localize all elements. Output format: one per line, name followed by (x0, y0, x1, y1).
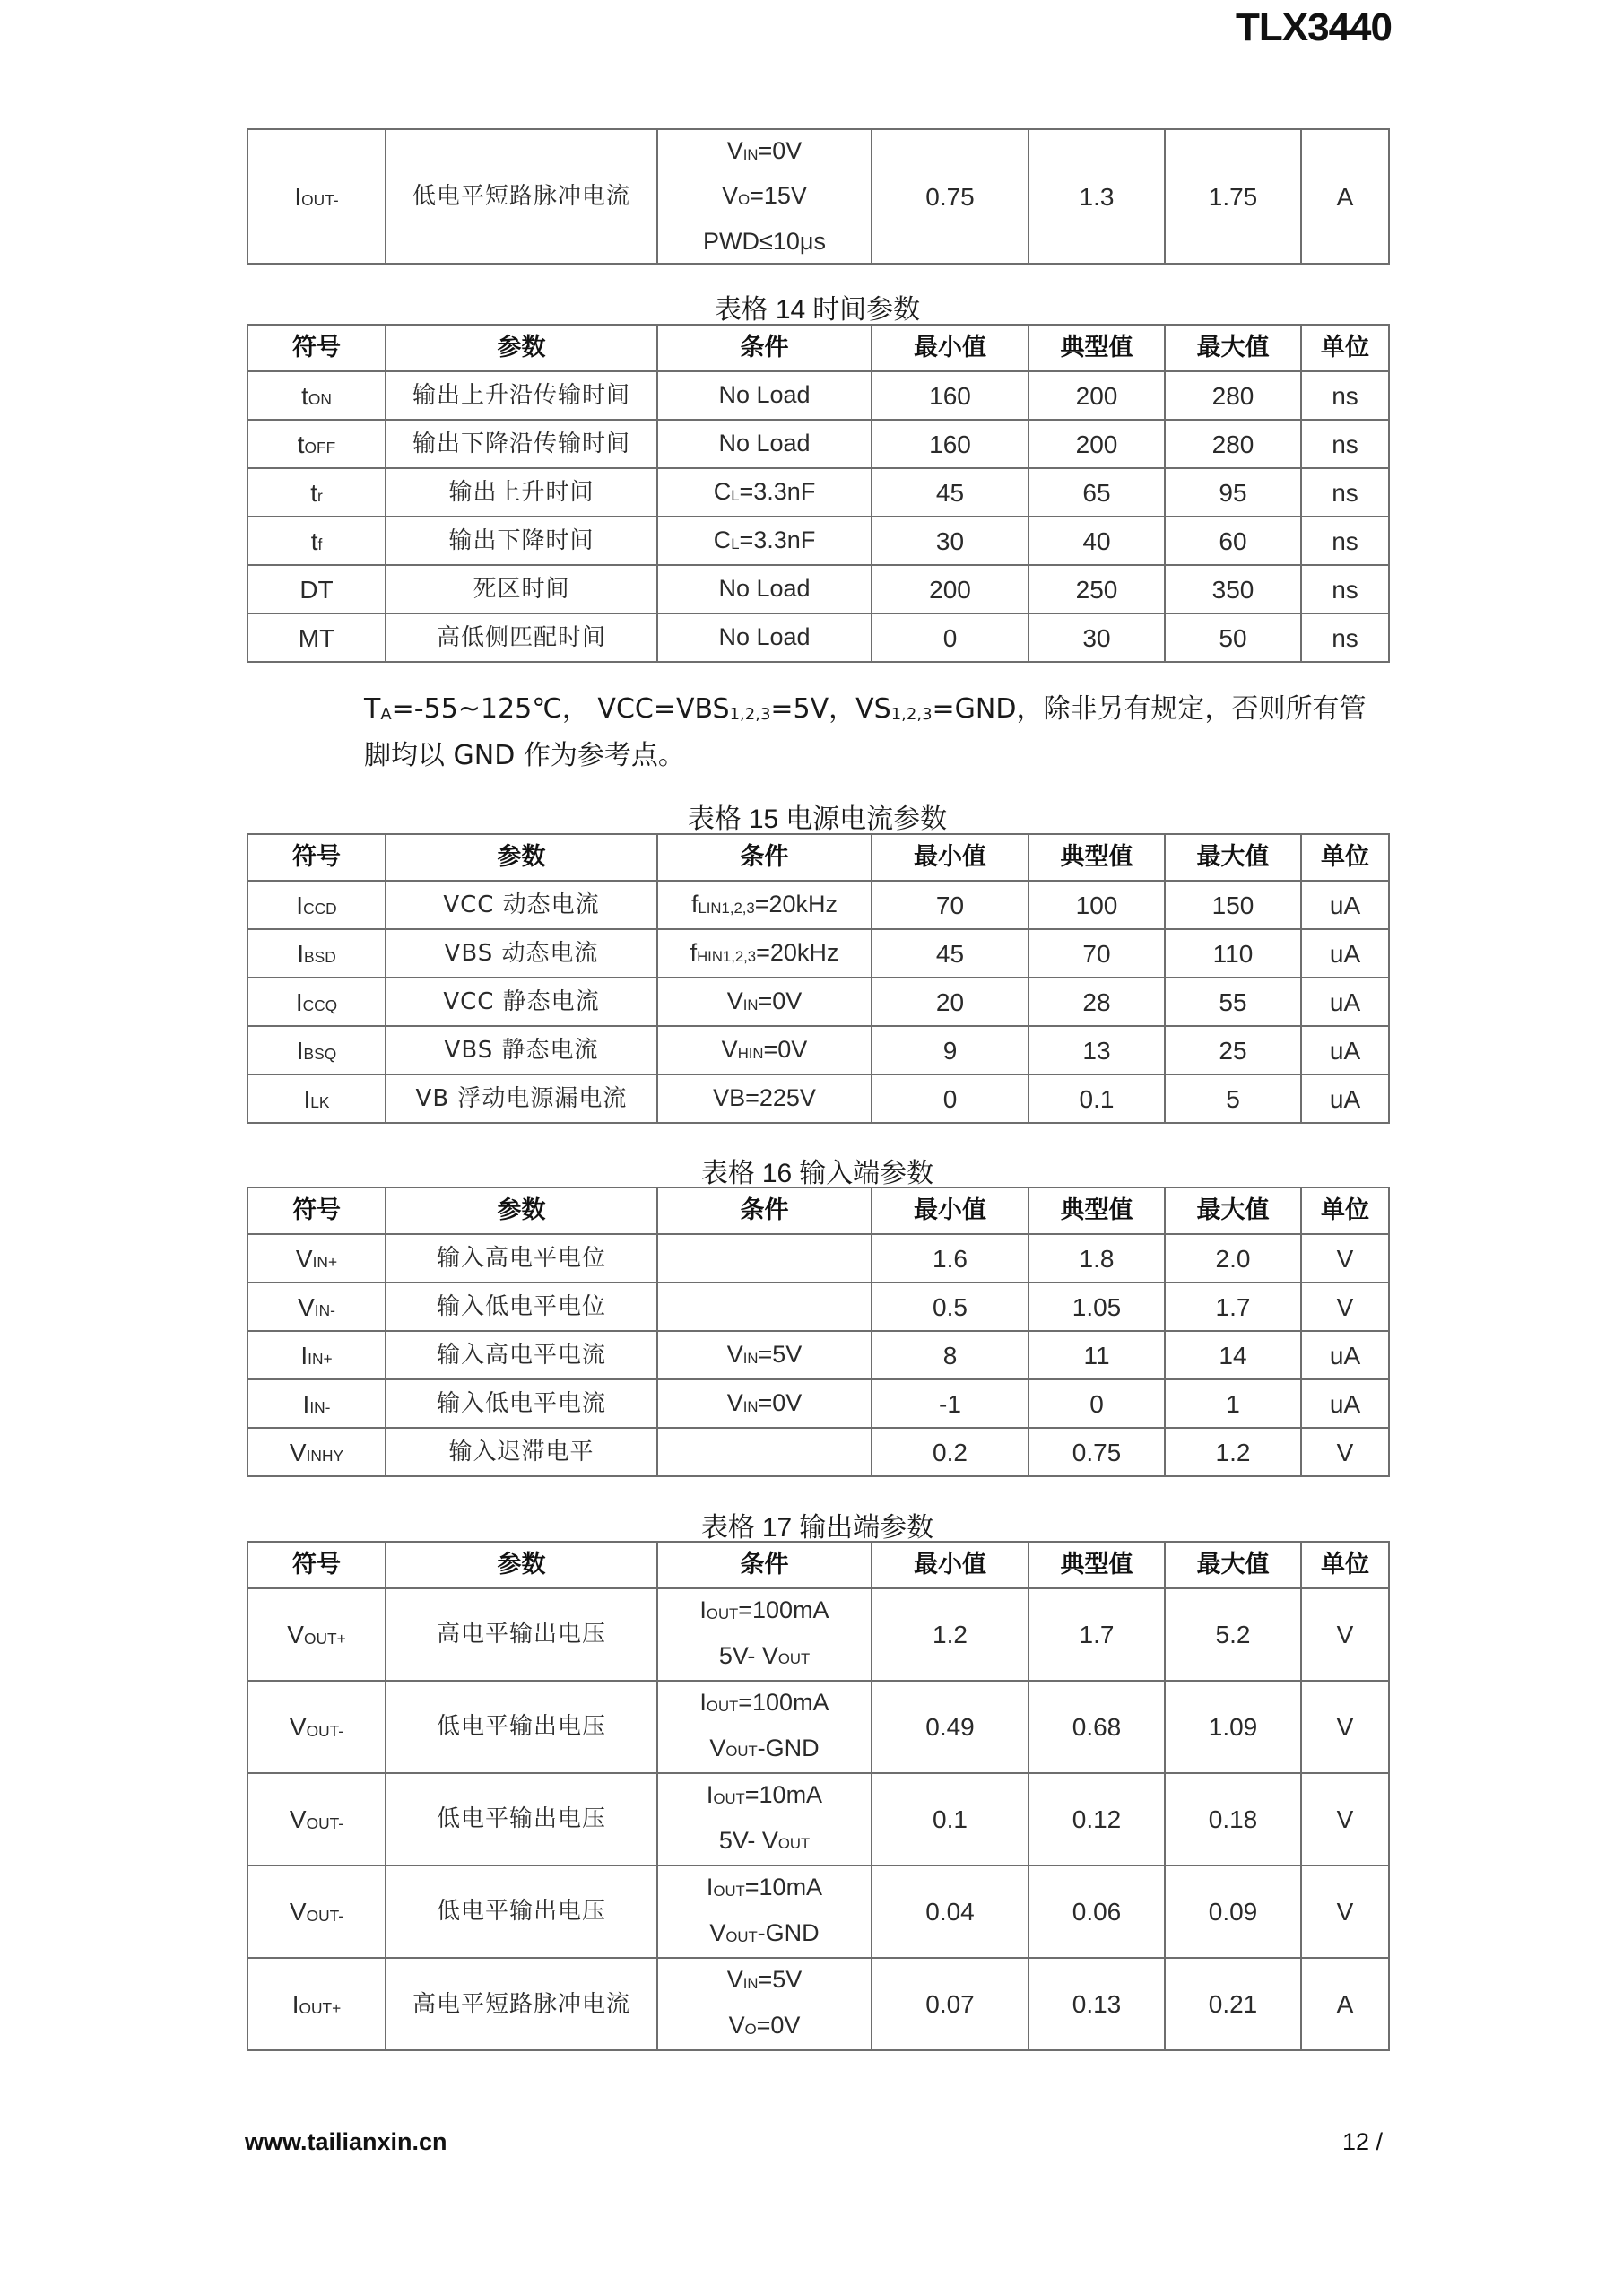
symbol-cell: $t_{OFF}$ (247, 420, 386, 468)
symbol-cell: $V_{IN+}$ (247, 1234, 386, 1283)
table-row (247, 517, 1389, 565)
column-header: 条件 (657, 1187, 872, 1234)
condition-cell: No Load (657, 565, 872, 613)
condition-cell: $C_L=3.3nF$ (657, 468, 872, 517)
condition-cell: $V_{IN}=0V$ (657, 978, 872, 1026)
symbol-cell: $I_{OUT+}$ (247, 1958, 386, 2050)
caption-prefix: 表格 (714, 294, 768, 326)
caption-title: 输入端参数 (799, 1158, 934, 1189)
parameter-cell: 低电平输出电压 (386, 1773, 657, 1866)
min-value-cell: 45 (872, 929, 1028, 978)
symbol-cell: $V_{OUT+}$ (247, 1588, 386, 1681)
unit-cell: uA (1301, 1379, 1389, 1428)
typical-value-cell: 11 (1028, 1331, 1165, 1379)
column-header: 最大值 (1165, 1187, 1301, 1234)
max-value-cell: 60 (1165, 517, 1301, 565)
table-row (247, 371, 1389, 420)
max-value-cell: 5 (1165, 1074, 1301, 1123)
caption-number: 14 (775, 295, 806, 325)
unit-cell: ns (1301, 565, 1389, 613)
max-value-cell: 0.09 (1165, 1866, 1301, 1958)
unit-cell: V (1301, 1866, 1389, 1958)
typical-value-cell: 0.06 (1028, 1866, 1165, 1958)
document-title: TLX3440 (1236, 5, 1392, 49)
column-header: 符号 (247, 834, 386, 881)
min-value-cell: 0.5 (872, 1283, 1028, 1331)
table-row (247, 1428, 1389, 1476)
column-header: 最大值 (1165, 834, 1301, 881)
condition-cell: No Load (657, 420, 872, 468)
typical-value-cell: 13 (1028, 1026, 1165, 1074)
parameter-cell: 输出下降时间 (386, 517, 657, 565)
symbol-cell: $V_{OUT-}$ (247, 1681, 386, 1773)
footer-website-link[interactable]: www.tailianxin.cn (245, 2128, 447, 2155)
page-number: 12 / (1342, 2128, 1384, 2155)
column-header: 条件 (657, 325, 872, 371)
min-value-cell: 0.2 (872, 1428, 1028, 1476)
min-value-cell: 0.07 (872, 1958, 1028, 2050)
min-value-cell: 0 (872, 1074, 1028, 1123)
symbol-cell: MT (247, 613, 386, 662)
parameter-cell: 输出上升沿传输时间 (386, 371, 657, 420)
unit-cell: uA (1301, 881, 1389, 929)
min-value-cell: 8 (872, 1331, 1028, 1379)
condition-cell: $V_{IN}=0V$ (657, 1379, 872, 1428)
condition-cell: $I_{OUT}=100mA$ $V_{OUT}$-GND (657, 1681, 872, 1773)
parameter-cell: VBS 静态电流 (386, 1026, 657, 1074)
max-value-cell: 110 (1165, 929, 1301, 978)
typical-value-cell: 0 (1028, 1379, 1165, 1428)
typical-value-cell: 250 (1028, 565, 1165, 613)
unit-cell: ns (1301, 371, 1389, 420)
parameter-cell: 低电平输出电压 (386, 1681, 657, 1773)
min-value-cell: 0.04 (872, 1866, 1028, 1958)
min-value-cell: 0.75 (872, 129, 1028, 264)
output-parameters-table (247, 1541, 1390, 2051)
min-value-cell: -1 (872, 1379, 1028, 1428)
table-row (247, 1379, 1389, 1428)
table-row (247, 1866, 1389, 1958)
max-value-cell: 350 (1165, 565, 1301, 613)
max-value-cell: 55 (1165, 978, 1301, 1026)
condition-cell: $V_{IN}=5V$ $V_O=0V$ (657, 1958, 872, 2050)
typical-value-cell: 1.05 (1028, 1283, 1165, 1331)
column-header: 符号 (247, 325, 386, 371)
max-value-cell: 0.18 (1165, 1773, 1301, 1866)
unit-cell: A (1301, 129, 1389, 264)
min-value-cell: 9 (872, 1026, 1028, 1074)
condition-cell: $I_{OUT}=10mA$ 5V- $V_{OUT}$ (657, 1773, 872, 1866)
symbol-cell: DT (247, 565, 386, 613)
supply-current-table (247, 833, 1390, 1124)
typical-value-cell: 0.1 (1028, 1074, 1165, 1123)
column-header: 符号 (247, 1187, 386, 1234)
parameter-cell: 高电平短路脉冲电流 (386, 1958, 657, 2050)
max-value-cell: 25 (1165, 1026, 1301, 1074)
parameter-cell: 输出上升时间 (386, 468, 657, 517)
caption-prefix: 表格 (700, 1512, 755, 1544)
table-row (247, 613, 1389, 662)
symbol-cell: $V_{OUT-}$ (247, 1866, 386, 1958)
condition-cell (657, 1234, 872, 1283)
min-value-cell: 160 (872, 420, 1028, 468)
min-value-cell: 0.1 (872, 1773, 1028, 1866)
table-row (247, 1074, 1389, 1123)
table15-caption (247, 796, 1388, 836)
caption-title: 输出端参数 (799, 1512, 934, 1544)
column-header: 典型值 (1028, 1542, 1165, 1588)
column-header: 典型值 (1028, 834, 1165, 881)
condition-cell: $f_{HIN1,2,3}=20kHz$ (657, 929, 872, 978)
table-row (247, 1234, 1389, 1283)
column-header: 条件 (657, 834, 872, 881)
max-value-cell: 1 (1165, 1379, 1301, 1428)
symbol-cell: $I_{CCQ}$ (247, 978, 386, 1026)
parameter-cell: VCC 静态电流 (386, 978, 657, 1026)
condition-cell: No Load (657, 371, 872, 420)
column-header: 单位 (1301, 1187, 1389, 1234)
parameter-cell: 高电平输出电压 (386, 1588, 657, 1681)
column-header: 最大值 (1165, 325, 1301, 371)
max-value-cell: 280 (1165, 420, 1301, 468)
condition-cell: $f_{LIN1,2,3}=20kHz$ (657, 881, 872, 929)
column-header: 单位 (1301, 325, 1389, 371)
symbol-cell: $V_{INHY}$ (247, 1428, 386, 1476)
column-header: 最小值 (872, 834, 1028, 881)
table16-caption (247, 1151, 1388, 1190)
table-row (247, 129, 1389, 264)
table-row (247, 1958, 1389, 2050)
table-row (247, 1331, 1389, 1379)
symbol-cell: $V_{OUT-}$ (247, 1773, 386, 1866)
max-value-cell: 1.75 (1165, 129, 1301, 264)
parameter-cell: 输入高电平电流 (386, 1331, 657, 1379)
min-value-cell: 70 (872, 881, 1028, 929)
max-value-cell: 1.7 (1165, 1283, 1301, 1331)
min-value-cell: 30 (872, 517, 1028, 565)
condition-cell: VB=225V (657, 1074, 872, 1123)
column-header: 最小值 (872, 1187, 1028, 1234)
input-parameters-table (247, 1187, 1390, 1477)
table-row (247, 1283, 1389, 1331)
typical-value-cell: 40 (1028, 517, 1165, 565)
min-value-cell: 20 (872, 978, 1028, 1026)
symbol-cell: $I_{OUT-}$ (247, 129, 386, 264)
typical-value-cell: 1.8 (1028, 1234, 1165, 1283)
min-value-cell: 1.6 (872, 1234, 1028, 1283)
condition-cell: $C_L=3.3nF$ (657, 517, 872, 565)
max-value-cell: 14 (1165, 1331, 1301, 1379)
max-value-cell: 95 (1165, 468, 1301, 517)
caption-number: 17 (761, 1513, 793, 1543)
symbol-cell: $I_{LK}$ (247, 1074, 386, 1123)
typical-value-cell: 0.13 (1028, 1958, 1165, 2050)
column-header: 单位 (1301, 834, 1389, 881)
max-value-cell: 50 (1165, 613, 1301, 662)
typical-value-cell: 70 (1028, 929, 1165, 978)
parameter-cell: VBS 动态电流 (386, 929, 657, 978)
parameter-cell: 死区时间 (386, 565, 657, 613)
max-value-cell: 280 (1165, 371, 1301, 420)
min-value-cell: 0 (872, 613, 1028, 662)
min-value-cell: 0.49 (872, 1681, 1028, 1773)
parameter-cell: 输出下降沿传输时间 (386, 420, 657, 468)
parameter-cell: 输入迟滞电平 (386, 1428, 657, 1476)
column-header: 典型值 (1028, 1187, 1165, 1234)
continued-spec-table (247, 128, 1390, 265)
column-header: 条件 (657, 1542, 872, 1588)
table-row (247, 420, 1389, 468)
typical-value-cell: 0.75 (1028, 1428, 1165, 1476)
symbol-cell: $I_{BSD}$ (247, 929, 386, 978)
caption-number: 16 (761, 1159, 793, 1188)
column-header: 最小值 (872, 325, 1028, 371)
symbol-cell: $I_{CCD}$ (247, 881, 386, 929)
timing-parameters-table (247, 324, 1390, 663)
unit-cell: A (1301, 1958, 1389, 2050)
table-row (247, 1773, 1389, 1866)
unit-cell: uA (1301, 1074, 1389, 1123)
unit-cell: uA (1301, 1026, 1389, 1074)
typical-value-cell: 0.68 (1028, 1681, 1165, 1773)
max-value-cell: 1.2 (1165, 1428, 1301, 1476)
max-value-cell: 1.09 (1165, 1681, 1301, 1773)
unit-cell: V (1301, 1681, 1389, 1773)
typical-value-cell: 200 (1028, 420, 1165, 468)
table14-caption (247, 287, 1388, 326)
symbol-cell: $I_{BSQ}$ (247, 1026, 386, 1074)
typical-value-cell: 65 (1028, 468, 1165, 517)
condition-cell: $V_{IN}=0V$ $V_O=15V$ PWD≤10μs (657, 129, 872, 264)
caption-title: 电源电流参数 (785, 804, 948, 835)
parameter-cell: 输入低电平电位 (386, 1283, 657, 1331)
unit-cell: ns (1301, 420, 1389, 468)
column-header: 参数 (386, 834, 657, 881)
caption-prefix: 表格 (700, 1158, 755, 1189)
note-line-2: 脚均以 GND 作为参考点。 (364, 740, 685, 771)
caption-title: 时间参数 (812, 294, 921, 326)
test-conditions-note (364, 688, 1395, 778)
parameter-cell: 低电平短路脉冲电流 (386, 129, 657, 264)
parameter-cell: 输入低电平电流 (386, 1379, 657, 1428)
parameter-cell: 输入高电平电位 (386, 1234, 657, 1283)
table-row (247, 565, 1389, 613)
unit-cell: uA (1301, 929, 1389, 978)
unit-cell: uA (1301, 978, 1389, 1026)
column-header: 参数 (386, 325, 657, 371)
symbol-cell: $t_{ON}$ (247, 371, 386, 420)
parameter-cell: 高低侧匹配时间 (386, 613, 657, 662)
unit-cell: V (1301, 1283, 1389, 1331)
symbol-cell: $I_{IN-}$ (247, 1379, 386, 1428)
table-row (247, 468, 1389, 517)
min-value-cell: 160 (872, 371, 1028, 420)
condition-cell: $V_{HIN}=0V$ (657, 1026, 872, 1074)
max-value-cell: 5.2 (1165, 1588, 1301, 1681)
column-header: 典型值 (1028, 325, 1165, 371)
column-header: 符号 (247, 1542, 386, 1588)
unit-cell: uA (1301, 1331, 1389, 1379)
table17-caption (247, 1505, 1388, 1544)
unit-cell: ns (1301, 613, 1389, 662)
unit-cell: V (1301, 1234, 1389, 1283)
min-value-cell: 45 (872, 468, 1028, 517)
max-value-cell: 150 (1165, 881, 1301, 929)
parameter-cell: VCC 动态电流 (386, 881, 657, 929)
typical-value-cell: 0.12 (1028, 1773, 1165, 1866)
condition-cell: No Load (657, 613, 872, 662)
typical-value-cell: 200 (1028, 371, 1165, 420)
unit-cell: ns (1301, 517, 1389, 565)
typical-value-cell: 30 (1028, 613, 1165, 662)
symbol-cell: $I_{IN+}$ (247, 1331, 386, 1379)
unit-cell: V (1301, 1588, 1389, 1681)
unit-cell: V (1301, 1428, 1389, 1476)
condition-cell: $I_{OUT}=10mA$ $V_{OUT}$-GND (657, 1866, 872, 1958)
typical-value-cell: 100 (1028, 881, 1165, 929)
caption-prefix: 表格 (687, 804, 742, 835)
min-value-cell: 200 (872, 565, 1028, 613)
parameter-cell: 低电平输出电压 (386, 1866, 657, 1958)
condition-cell (657, 1283, 872, 1331)
table-row (247, 1588, 1389, 1681)
unit-cell: ns (1301, 468, 1389, 517)
column-header: 参数 (386, 1187, 657, 1234)
unit-cell: V (1301, 1773, 1389, 1866)
max-value-cell: 2.0 (1165, 1234, 1301, 1283)
typical-value-cell: 1.7 (1028, 1588, 1165, 1681)
min-value-cell: 1.2 (872, 1588, 1028, 1681)
condition-cell: $I_{OUT}=100mA$ 5V- $V_{OUT}$ (657, 1588, 872, 1681)
column-header: 参数 (386, 1542, 657, 1588)
column-header: 单位 (1301, 1542, 1389, 1588)
column-header: 最小值 (872, 1542, 1028, 1588)
table-row (247, 881, 1389, 929)
max-value-cell: 0.21 (1165, 1958, 1301, 2050)
condition-cell: $V_{IN}=5V$ (657, 1331, 872, 1379)
caption-number: 15 (748, 804, 779, 834)
symbol-cell: $t_f$ (247, 517, 386, 565)
table-row (247, 1026, 1389, 1074)
symbol-cell: $V_{IN-}$ (247, 1283, 386, 1331)
parameter-cell: VB 浮动电源漏电流 (386, 1074, 657, 1123)
column-header: 最大值 (1165, 1542, 1301, 1588)
symbol-cell: $t_r$ (247, 468, 386, 517)
note-line-1: $T_A=-55\sim 125℃$， $VCC=VBS_{1,2,3}=5V$，$VS_{1,2,3}=GND$，除非另有规定，否则所有管 (364, 693, 1367, 725)
condition-cell (657, 1428, 872, 1476)
table-row (247, 1681, 1389, 1773)
table-row (247, 929, 1389, 978)
typical-value-cell: 28 (1028, 978, 1165, 1026)
table-row (247, 978, 1389, 1026)
typical-value-cell: 1.3 (1028, 129, 1165, 264)
